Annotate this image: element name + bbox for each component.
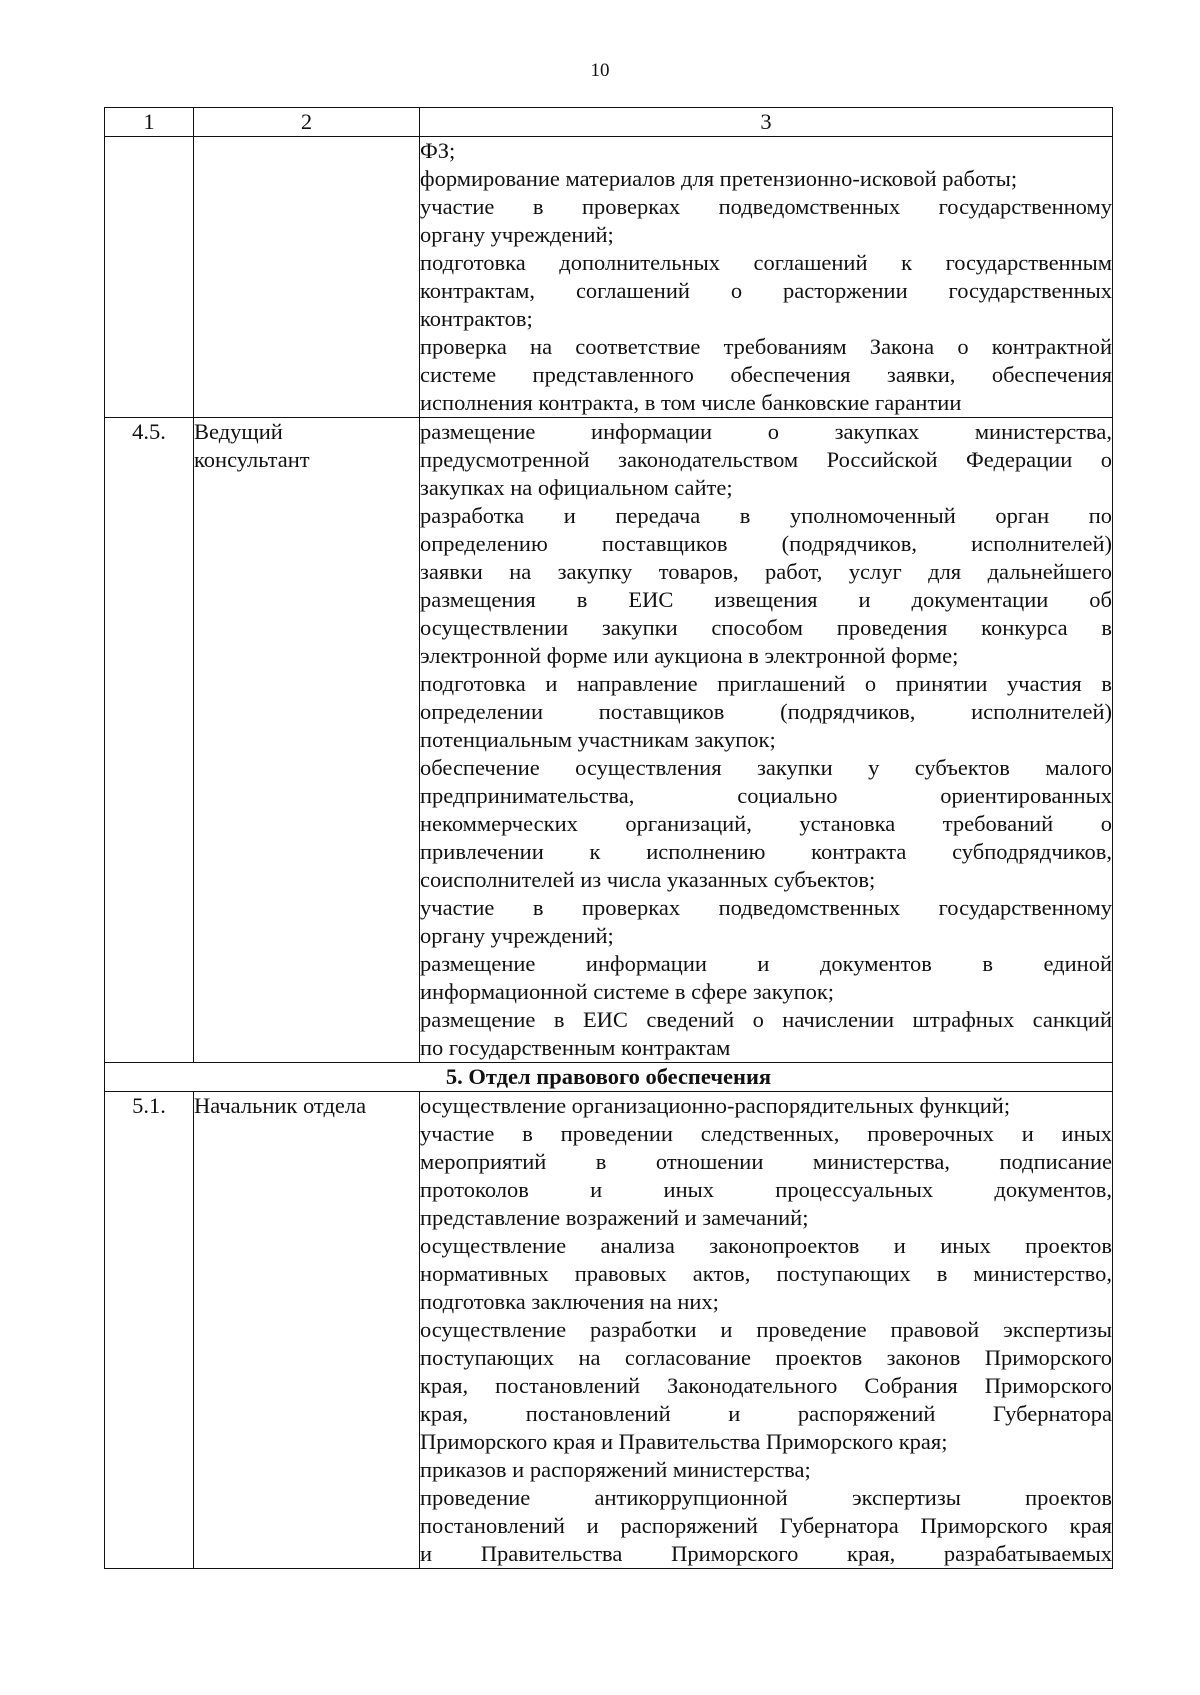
duty-line: края, постановлений Законодательного Собрания Приморского [420, 1373, 1112, 1398]
duty-line: потенциальным участникам закупок; [420, 727, 776, 752]
header-col-2: 2 [194, 108, 420, 137]
duty-line: ФЗ; [420, 138, 456, 163]
duty-line: края, постановлений и распоряжений Губернатора [420, 1401, 1112, 1426]
duty-line: информационной системе в сфере закупок; [420, 979, 835, 1004]
duty-line: подготовка и направление приглашений о принятии участия в [420, 671, 1112, 696]
duty-line: разработка и передача в уполномоченный орган по [420, 503, 1112, 528]
duty-line: определению поставщиков (подрядчиков, исполнителей) [420, 531, 1112, 556]
table-row-continued [105, 137, 1113, 418]
position-title-line-2: консультант [194, 447, 310, 472]
duty-line: органу учреждений; [420, 923, 614, 948]
duty-line: осуществление организационно-распорядительных функций; [420, 1093, 1011, 1118]
duty-line: постановлений и распоряжений Губернатора Приморского края [420, 1513, 1112, 1538]
duties-text [420, 137, 1112, 417]
header-col-3: 3 [420, 108, 1113, 137]
duty-line: предпринимательства, социально ориентированных [420, 783, 1112, 808]
duty-line: участие в проверках подведомственных государственному [420, 895, 1112, 920]
duty-line: обеспечение осуществления закупки у субъектов малого [420, 755, 1112, 780]
position-cell [194, 137, 420, 418]
number-cell [105, 137, 194, 418]
duty-line: размещение информации и документов в единой [420, 951, 1112, 976]
duty-line: поступающих на согласование проектов законов Приморского [420, 1345, 1112, 1370]
duties-cell [420, 137, 1113, 418]
duty-line: органу учреждений; [420, 222, 614, 247]
position-cell [194, 418, 420, 1063]
duty-line: проведение антикоррупционной экспертизы проектов [420, 1485, 1112, 1510]
duty-line: формирование материалов для претензионно-исковой работы; [420, 166, 1018, 191]
duty-line: осуществление анализа законопроектов и иных проектов [420, 1233, 1112, 1258]
table-row-4-5 [105, 418, 1113, 1063]
duty-line: подготовка заключения на них; [420, 1289, 719, 1314]
duty-line: исполнения контракта, в том числе банковские гарантии [420, 390, 962, 415]
section-header-row [105, 1063, 1113, 1092]
duty-line: электронной форме или аукциона в электронной форме; [420, 643, 959, 668]
table-row-5-1 [105, 1092, 1113, 1569]
position-title-line-1: Ведущий [194, 419, 283, 444]
table-header-row [105, 108, 1113, 137]
duty-line: размещение в ЕИС сведений о начислении штрафных санкций [420, 1007, 1112, 1032]
page-number: 10 [590, 60, 610, 81]
duty-line: мероприятий в отношении министерства, подписание [420, 1149, 1112, 1174]
duty-line: контрактам, соглашений о расторжении государственных [420, 278, 1112, 303]
duty-line: проверка на соответствие требованиям Закона о контрактной [420, 334, 1112, 359]
duty-line: контрактов; [420, 306, 533, 331]
duty-line: системе представленного обеспечения заявки, обеспечения [420, 362, 1112, 387]
duty-line: размещения в ЕИС извещения и документации об [420, 587, 1112, 612]
duty-line: размещение информации о закупках министерства, [420, 419, 1112, 444]
duties-cell [420, 418, 1113, 1063]
duty-line: определении поставщиков (подрядчиков, исполнителей) [420, 699, 1112, 724]
duty-line: подготовка дополнительных соглашений к государственным [420, 250, 1112, 275]
duty-line: нормативных правовых актов, поступающих в министерство, [420, 1261, 1112, 1286]
duty-line: участие в проведении следственных, проверочных и иных [420, 1121, 1112, 1146]
row-number: 5.1. [105, 1092, 194, 1569]
duty-line: представление возражений и замечаний; [420, 1205, 809, 1230]
position-title: Начальник отдела [194, 1092, 420, 1569]
duty-line: протоколов и иных процессуальных документов, [420, 1177, 1112, 1202]
duty-line: привлечении к исполнению контракта субподрядчиков, [420, 839, 1112, 864]
duty-line: заявки на закупку товаров, работ, услуг для дальнейшего [420, 559, 1112, 584]
row-number: 4.5. [105, 418, 194, 1063]
duty-line: приказов и распоряжений министерства; [420, 1457, 811, 1482]
duties-cell [420, 1092, 1113, 1569]
duty-line: осуществлении закупки способом проведения конкурса в [420, 615, 1112, 640]
duty-line: по государственным контрактам [420, 1035, 731, 1060]
duties-text [420, 418, 1112, 1062]
duty-line: осуществление разработки и проведение правовой экспертизы [420, 1317, 1112, 1342]
duty-line: и Правительства Приморского края, разрабатываемых [420, 1541, 1112, 1566]
section-title: 5. Отдел правового обеспечения [105, 1063, 1113, 1092]
duty-line: участие в проверках подведомственных государственному [420, 194, 1112, 219]
duty-line: некоммерческих организаций, установка требований о [420, 811, 1112, 836]
duty-line: предусмотренной законодательством Российской Федерации о [420, 447, 1112, 472]
duties-text [420, 1092, 1112, 1568]
duties-table [104, 107, 1113, 1569]
duty-line: Приморского края и Правительства Приморского края; [420, 1429, 948, 1454]
header-col-1: 1 [105, 108, 194, 137]
duty-line: соисполнителей из числа указанных субъектов; [420, 867, 876, 892]
duty-line: закупках на официальном сайте; [420, 475, 733, 500]
